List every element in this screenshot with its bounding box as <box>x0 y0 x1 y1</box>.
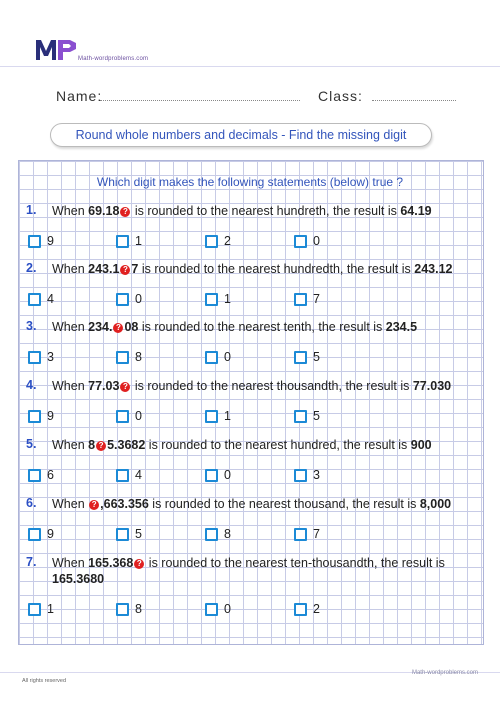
missing-digit-icon: ? <box>120 207 130 217</box>
answer-option[interactable] <box>294 350 320 364</box>
question-statement <box>52 555 482 587</box>
option-label: 9 <box>47 527 54 541</box>
name-field[interactable] <box>100 100 300 101</box>
number-part-1: 165.368 <box>88 556 134 570</box>
number-part-2: 08 <box>124 320 139 334</box>
result-value: 8,000 <box>419 497 452 511</box>
question-statement <box>52 261 482 277</box>
checkbox-icon[interactable] <box>28 410 41 423</box>
question-number: 6. <box>26 496 37 510</box>
missing-digit-icon: ? <box>89 500 99 510</box>
question-number: 5. <box>26 437 37 451</box>
option-label: 1 <box>47 602 54 616</box>
answer-option[interactable] <box>205 409 231 423</box>
answer-option[interactable] <box>116 409 142 423</box>
statement-middle: is rounded to the nearest hundred, the result is <box>145 438 411 452</box>
missing-digit-icon: ? <box>113 323 123 333</box>
option-label: 6 <box>47 468 54 482</box>
missing-digit-icon: ? <box>134 559 144 569</box>
answer-option[interactable] <box>116 234 142 248</box>
number-part-2: 7 <box>131 262 139 276</box>
statement-prefix: When <box>52 204 89 218</box>
missing-digit-icon: ? <box>96 441 106 451</box>
answer-option[interactable] <box>28 468 54 482</box>
answer-options <box>26 292 426 306</box>
checkbox-icon[interactable] <box>294 528 307 541</box>
answer-option[interactable] <box>116 292 142 306</box>
mp-logo-icon <box>36 38 80 60</box>
answer-option[interactable] <box>116 602 142 616</box>
checkbox-icon[interactable] <box>116 235 129 248</box>
result-value: 900 <box>410 438 432 452</box>
option-label: 9 <box>47 234 54 248</box>
answer-option[interactable] <box>28 602 54 616</box>
checkbox-icon[interactable] <box>116 351 129 364</box>
answer-option[interactable] <box>28 409 54 423</box>
number-part-1: 234. <box>88 320 113 334</box>
option-label: 8 <box>135 350 142 364</box>
checkbox-icon[interactable] <box>28 235 41 248</box>
answer-options <box>26 527 426 541</box>
option-label: 4 <box>47 292 54 306</box>
number-part-2: 5.3682 <box>107 438 146 452</box>
checkbox-icon[interactable] <box>116 293 129 306</box>
checkbox-icon[interactable] <box>294 469 307 482</box>
answer-option[interactable] <box>28 292 54 306</box>
option-label: 4 <box>135 468 142 482</box>
option-label: 8 <box>224 527 231 541</box>
option-label: 3 <box>47 350 54 364</box>
worksheet-title: Round whole numbers and decimals - Find the missing digit <box>50 123 432 147</box>
option-label: 7 <box>313 527 320 541</box>
answer-option[interactable] <box>294 292 320 306</box>
question-number: 4. <box>26 378 37 392</box>
question-number: 3. <box>26 319 37 333</box>
answer-option[interactable] <box>116 468 142 482</box>
header-divider <box>0 66 500 67</box>
answer-options <box>26 602 426 616</box>
checkbox-icon[interactable] <box>294 293 307 306</box>
checkbox-icon[interactable] <box>294 410 307 423</box>
question-statement <box>52 437 482 453</box>
answer-option[interactable] <box>294 602 320 616</box>
question-statement <box>52 378 482 394</box>
result-value: 234.5 <box>385 320 418 334</box>
option-label: 0 <box>135 409 142 423</box>
question-number: 7. <box>26 555 37 569</box>
option-label: 0 <box>313 234 320 248</box>
option-label: 7 <box>313 292 320 306</box>
number-part-1: 8 <box>88 438 96 452</box>
answer-option[interactable] <box>116 350 142 364</box>
option-label: 1 <box>224 409 231 423</box>
statement-middle: is rounded to the nearest ten-thousandth, the result is <box>145 556 445 570</box>
answer-options <box>26 468 426 482</box>
answer-option[interactable] <box>205 527 231 541</box>
answer-option[interactable] <box>205 350 231 364</box>
option-label: 2 <box>313 602 320 616</box>
question-statement <box>52 496 482 512</box>
answer-option[interactable] <box>205 292 231 306</box>
answer-options <box>26 350 426 364</box>
option-label: 0 <box>135 292 142 306</box>
checkbox-icon[interactable] <box>294 235 307 248</box>
option-label: 5 <box>313 409 320 423</box>
missing-digit-icon: ? <box>120 382 130 392</box>
statement-middle: is rounded to the nearest thousandth, the result is <box>131 379 413 393</box>
answer-option[interactable] <box>205 234 231 248</box>
answer-option[interactable] <box>294 234 320 248</box>
checkbox-icon[interactable] <box>28 528 41 541</box>
result-value: 165.3680 <box>52 572 105 586</box>
option-label: 0 <box>224 602 231 616</box>
question-statement <box>52 203 482 219</box>
statement-middle: is rounded to the nearest hundreth, the result is <box>131 204 401 218</box>
site-url: Math-wordproblems.com <box>78 56 149 62</box>
class-field[interactable] <box>372 100 456 101</box>
statement-prefix: When <box>52 556 89 570</box>
option-label: 9 <box>47 409 54 423</box>
number-part-2: ,663.356 <box>100 497 149 511</box>
missing-digit-icon: ? <box>120 265 130 275</box>
number-part-1: 243.1 <box>88 262 120 276</box>
answer-option[interactable] <box>28 527 54 541</box>
option-label: 5 <box>135 527 142 541</box>
checkbox-icon[interactable] <box>116 469 129 482</box>
option-label: 1 <box>135 234 142 248</box>
statement-middle: is rounded to the nearest thousand, the result is <box>148 497 420 511</box>
statement-middle: is rounded to the nearest hundredth, the result is <box>138 262 415 276</box>
rights-text: All rights reserved <box>22 678 67 684</box>
checkbox-icon[interactable] <box>28 351 41 364</box>
option-label: 1 <box>224 292 231 306</box>
option-label: 3 <box>313 468 320 482</box>
answer-option[interactable] <box>116 527 142 541</box>
checkbox-icon[interactable] <box>294 603 307 616</box>
answer-option[interactable] <box>294 409 320 423</box>
footer-site: Math-wordproblems.com <box>411 670 478 676</box>
answer-option[interactable] <box>205 468 231 482</box>
checkbox-icon[interactable] <box>28 469 41 482</box>
result-value: 77.030 <box>412 379 452 393</box>
option-label: 0 <box>224 350 231 364</box>
option-label: 2 <box>224 234 231 248</box>
checkbox-icon[interactable] <box>205 235 218 248</box>
number-part-1: 77.03 <box>88 379 120 393</box>
checkbox-icon[interactable] <box>294 351 307 364</box>
question-number: 1. <box>26 203 37 217</box>
question-statement <box>52 319 482 335</box>
checkbox-icon[interactable] <box>205 351 218 364</box>
checkbox-icon[interactable] <box>205 528 218 541</box>
statement-prefix: When <box>52 379 89 393</box>
checkbox-icon[interactable] <box>116 603 129 616</box>
checkbox-icon[interactable] <box>205 293 218 306</box>
option-label: 0 <box>224 468 231 482</box>
answer-option[interactable] <box>28 234 54 248</box>
result-value: 64.19 <box>400 204 432 218</box>
answer-option[interactable] <box>28 350 54 364</box>
checkbox-icon[interactable] <box>116 528 129 541</box>
option-label: 8 <box>135 602 142 616</box>
checkbox-icon[interactable] <box>116 410 129 423</box>
option-label: 5 <box>313 350 320 364</box>
answer-options <box>26 234 426 248</box>
checkbox-icon[interactable] <box>28 603 41 616</box>
answer-option[interactable] <box>205 602 231 616</box>
question-number: 2. <box>26 261 37 275</box>
name-label: Name: <box>56 88 103 104</box>
checkbox-icon[interactable] <box>28 293 41 306</box>
result-value: 243.12 <box>414 262 453 276</box>
statement-prefix: When <box>52 320 89 334</box>
checkbox-icon[interactable] <box>205 469 218 482</box>
answer-option[interactable] <box>294 468 320 482</box>
class-label: Class: <box>318 88 363 104</box>
statement-middle: is rounded to the nearest tenth, the result is <box>138 320 386 334</box>
answer-option[interactable] <box>294 527 320 541</box>
checkbox-icon[interactable] <box>205 603 218 616</box>
answer-options <box>26 409 426 423</box>
statement-prefix: When <box>52 497 89 511</box>
instructions: Which digit makes the following statements (below) true ? <box>96 175 404 189</box>
checkbox-icon[interactable] <box>205 410 218 423</box>
statement-prefix: When <box>52 438 89 452</box>
number-part-1: 69.18 <box>88 204 120 218</box>
statement-prefix: When <box>52 262 89 276</box>
